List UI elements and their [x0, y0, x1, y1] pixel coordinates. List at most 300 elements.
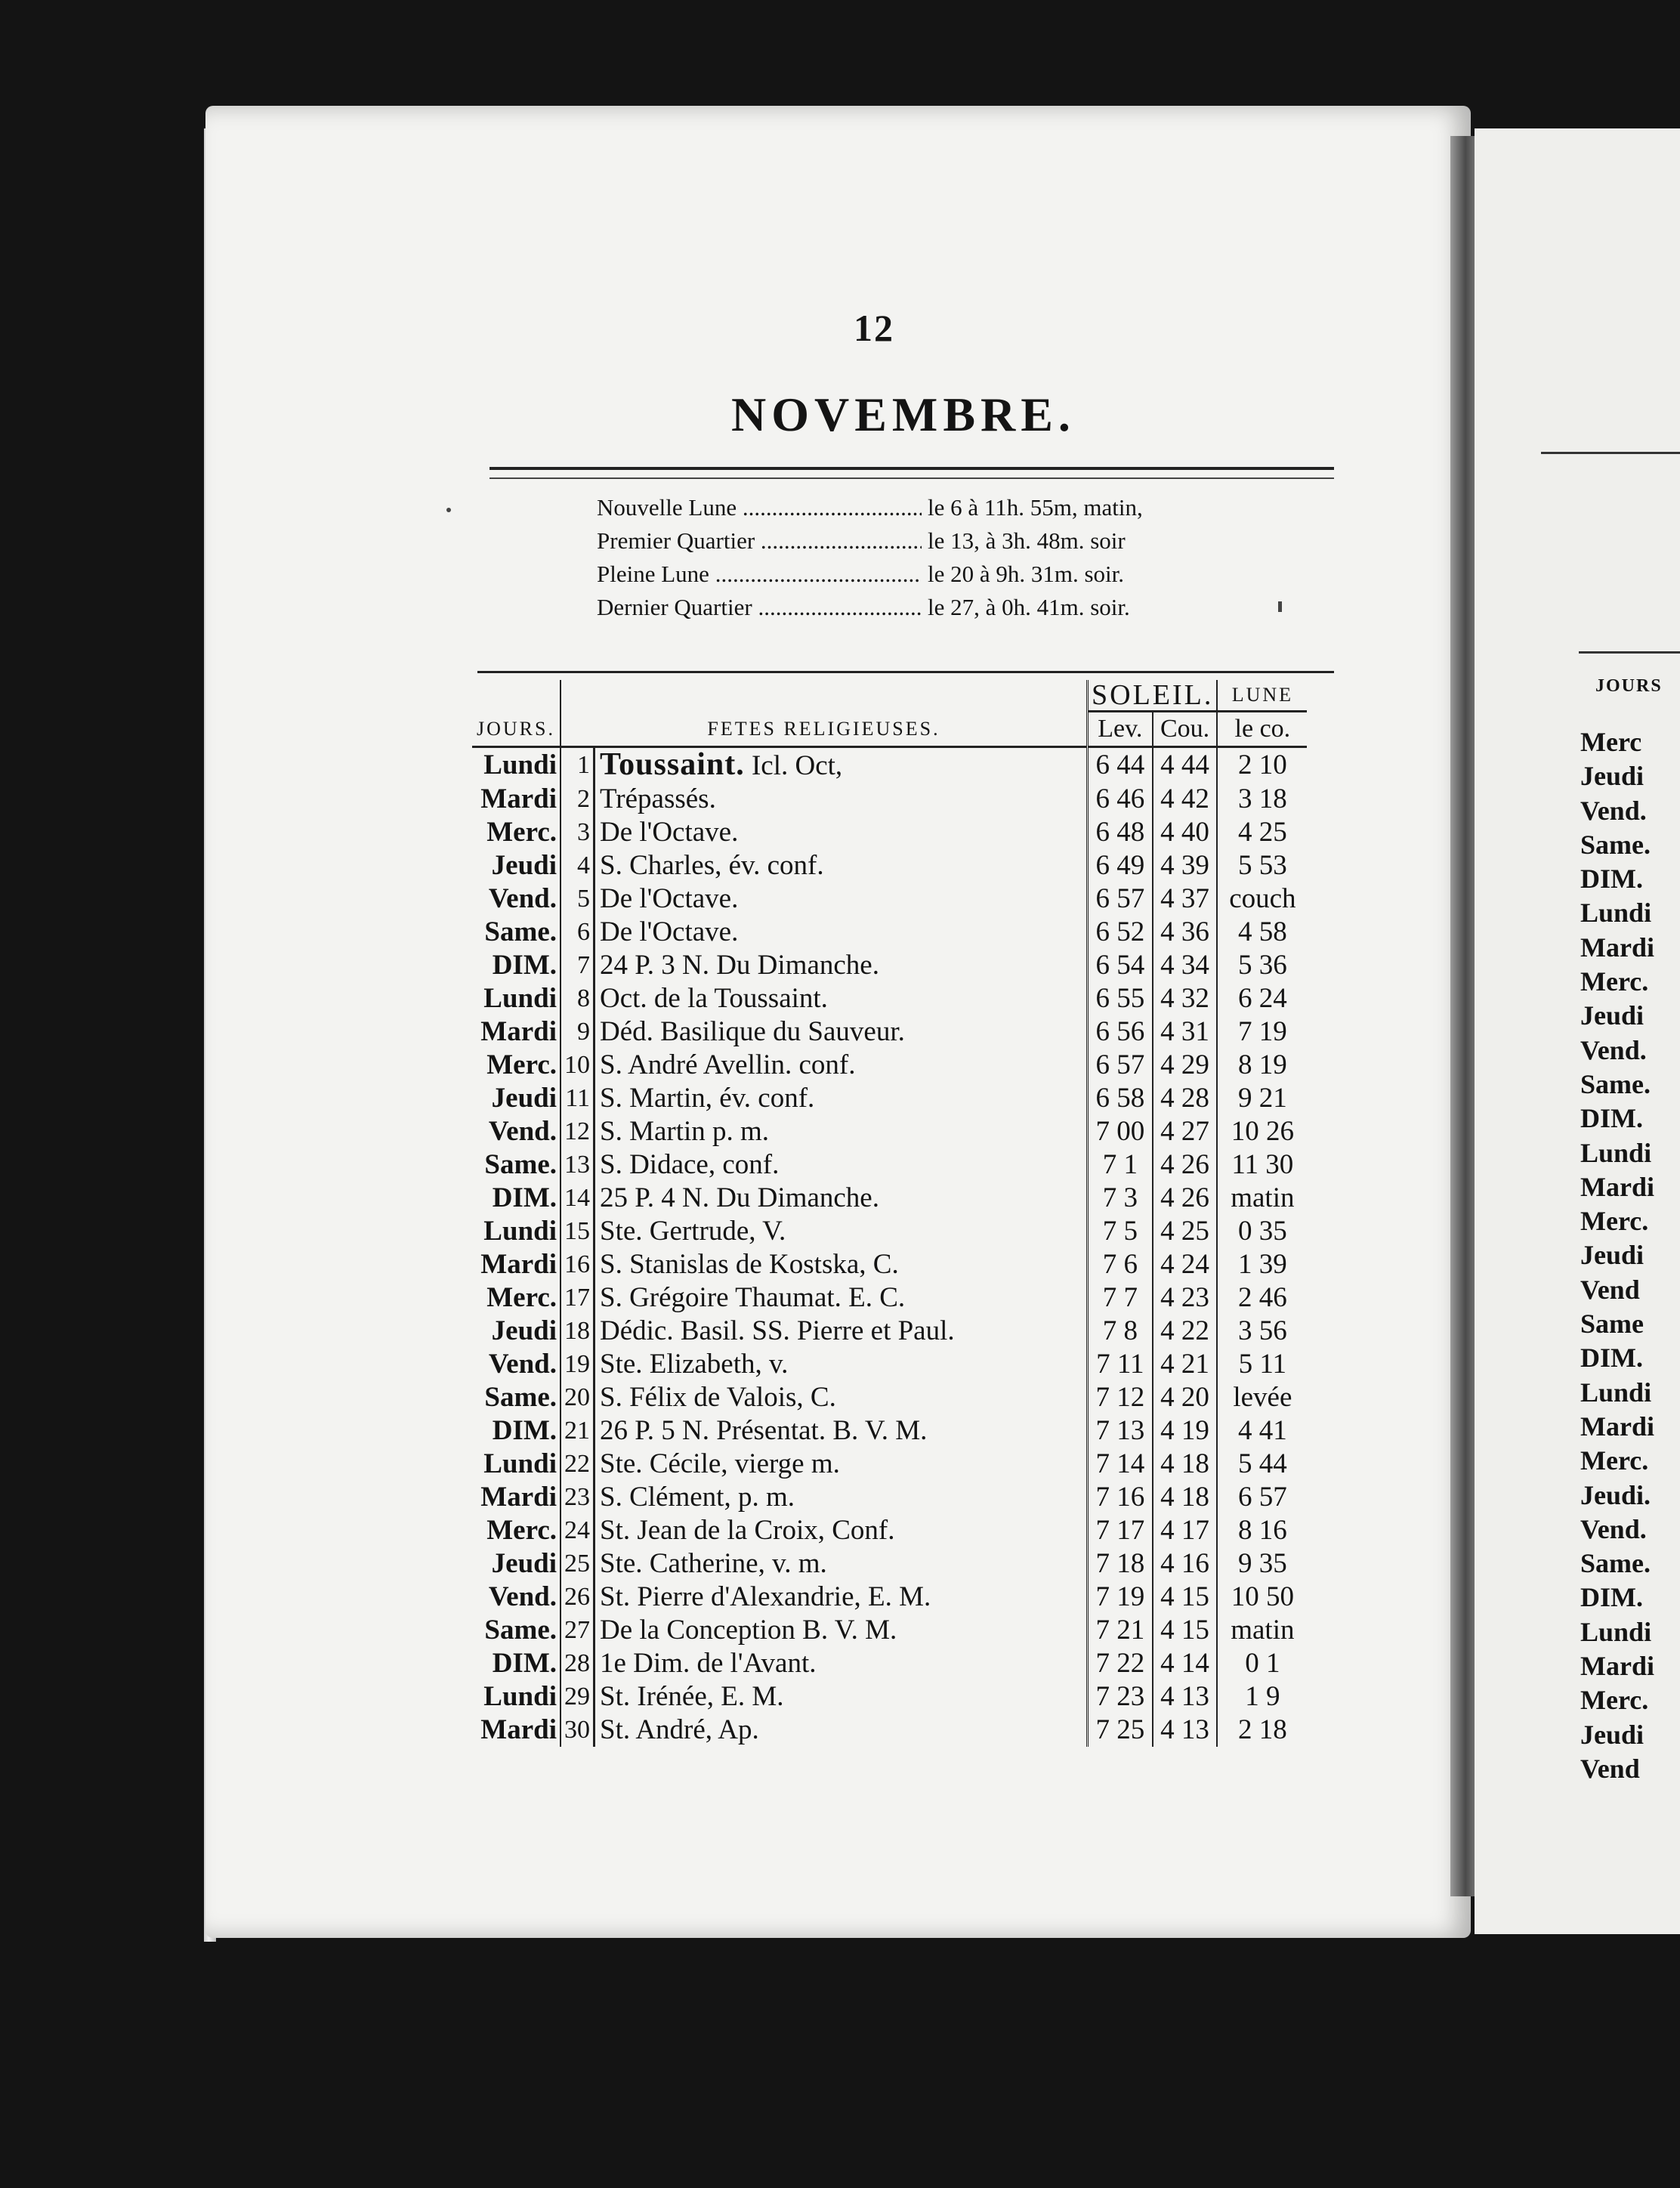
- moon-time: levée: [1233, 1382, 1292, 1413]
- feast-text: 26 P. 5 N. Présentat. B. V. M.: [600, 1415, 928, 1446]
- sunrise-time: 6 55: [1088, 982, 1153, 1015]
- day-name: Vend.: [472, 1581, 561, 1614]
- feast-bold: Toussaint.: [600, 747, 745, 782]
- sunrise-time: 6 49: [1088, 849, 1153, 882]
- moon-phase-value: le 13, à 3h. 48m. soir: [928, 527, 1126, 554]
- next-page-day: Lundi: [1580, 1137, 1652, 1168]
- sunset-time: 4 16: [1153, 1547, 1218, 1581]
- day-number: 5: [561, 882, 594, 916]
- feast-name: [594, 849, 1088, 882]
- moon-phase-line: [597, 558, 1143, 591]
- moon-phase-name: Pleine Lune .....: [597, 558, 922, 591]
- sunrise-time: 6 57: [1088, 1049, 1153, 1082]
- feast-name: [594, 1547, 1088, 1581]
- feast-name: [594, 1680, 1088, 1714]
- moon-time: 6 57: [1238, 1482, 1287, 1513]
- feast-name: [594, 882, 1088, 916]
- feast-text: Ste. Gertrude, V.: [600, 1216, 786, 1247]
- sunrise-time: 6 54: [1088, 949, 1153, 982]
- feast-text: Ste. Catherine, v. m.: [600, 1548, 827, 1579]
- sunset-time: 4 13: [1153, 1680, 1218, 1714]
- table-row: [472, 849, 1307, 882]
- table-row: [472, 1414, 1307, 1448]
- table-row: [472, 1647, 1307, 1680]
- feast-text: St. Irénée, E. M.: [600, 1681, 784, 1712]
- feast-text: St. André, Ap.: [600, 1714, 759, 1745]
- day-number: 2: [561, 783, 594, 816]
- day-number: 17: [561, 1281, 594, 1315]
- sunset-time: 4 37: [1153, 882, 1218, 916]
- feast-name: [594, 1581, 1088, 1614]
- day-number: 30: [561, 1714, 594, 1747]
- header-cou: Cou.: [1153, 712, 1218, 747]
- day-number: 16: [561, 1248, 594, 1281]
- table-header-row: [472, 680, 1307, 712]
- next-page-day: Merc.: [1580, 1445, 1649, 1476]
- next-page-day: Lundi: [1580, 1377, 1652, 1408]
- day-name: Lundi: [472, 747, 561, 783]
- moon-phase-value: le 27, à 0h. 41m. soir.: [928, 594, 1130, 620]
- sunrise-time: 6 44: [1088, 747, 1153, 783]
- next-page-day: Vend.: [1580, 1513, 1647, 1544]
- day-name: Same.: [472, 916, 561, 949]
- table-row: [472, 1148, 1307, 1182]
- sunset-time: 4 32: [1153, 982, 1218, 1015]
- month-title: NOVEMBRE.: [731, 388, 1076, 441]
- day-number: 26: [561, 1581, 594, 1614]
- day-number: 22: [561, 1448, 594, 1481]
- sunset-time: 4 21: [1153, 1348, 1218, 1381]
- moon-time: matin: [1231, 1182, 1295, 1213]
- table-row: [472, 1115, 1307, 1148]
- day-number: 28: [561, 1647, 594, 1680]
- table-row: [472, 747, 1307, 783]
- next-page-day: Vend.: [1580, 795, 1647, 826]
- sunrise-time: 6 48: [1088, 816, 1153, 849]
- day-number: 23: [561, 1481, 594, 1514]
- day-name: Jeudi: [472, 1315, 561, 1348]
- day-name: Merc.: [472, 1049, 561, 1082]
- day-name: Vend.: [472, 1115, 561, 1148]
- sunrise-time: 6 46: [1088, 783, 1153, 816]
- sunset-time: 4 20: [1153, 1381, 1218, 1414]
- next-page-day: Same.: [1580, 1548, 1651, 1579]
- moon-time: 5 53: [1238, 850, 1287, 881]
- feast-text: Ste. Cécile, vierge m.: [600, 1448, 840, 1479]
- feast-text: S. Didace, conf.: [600, 1149, 780, 1180]
- feast-name: [594, 1614, 1088, 1647]
- table-row: [472, 1714, 1307, 1747]
- moon-time: 2 46: [1238, 1282, 1287, 1313]
- header-lune: LUNE: [1217, 680, 1307, 712]
- table-row: [472, 1614, 1307, 1647]
- next-page-day: Vend: [1580, 1753, 1640, 1784]
- table-row: [472, 1481, 1307, 1514]
- feast-text: De l'Octave.: [600, 883, 739, 914]
- sunset-time: 4 31: [1153, 1015, 1218, 1049]
- table-row: [472, 916, 1307, 949]
- table-row: [472, 949, 1307, 982]
- feast-text: St. Pierre d'Alexandrie, E. M.: [600, 1581, 931, 1612]
- next-page-day: Jeudi: [1580, 1719, 1644, 1750]
- table-row: [472, 816, 1307, 849]
- next-page-day: Merc.: [1580, 966, 1649, 997]
- moon-time: 2 18: [1238, 1714, 1287, 1745]
- day-number: 6: [561, 916, 594, 949]
- next-page-day: Mardi: [1580, 932, 1654, 963]
- day-number: 9: [561, 1015, 594, 1049]
- day-name: DIM.: [472, 1647, 561, 1680]
- day-name: Merc.: [472, 816, 561, 849]
- feast-name: [594, 816, 1088, 849]
- next-page-day: Jeudi: [1580, 1240, 1644, 1271]
- day-number: 7: [561, 949, 594, 982]
- sunrise-time: 7 23: [1088, 1680, 1153, 1714]
- moon-time: 4 58: [1238, 916, 1287, 947]
- moon-phase-line: [597, 524, 1143, 558]
- day-name: Lundi: [472, 1680, 561, 1714]
- moon-time: 3 56: [1238, 1315, 1287, 1346]
- table-row: [472, 1248, 1307, 1281]
- feast-text: 25 P. 4 N. Du Dimanche.: [600, 1182, 879, 1213]
- feast-name: [594, 1215, 1088, 1248]
- sunset-time: 4 19: [1153, 1414, 1218, 1448]
- sunrise-time: 7 6: [1088, 1248, 1153, 1281]
- sunset-time: 4 44: [1153, 747, 1218, 783]
- day-number: 4: [561, 849, 594, 882]
- day-name: Mardi: [472, 783, 561, 816]
- next-page-day: Vend: [1580, 1274, 1640, 1305]
- day-name: Lundi: [472, 1448, 561, 1481]
- day-name: Mardi: [472, 1248, 561, 1281]
- day-name: DIM.: [472, 1414, 561, 1448]
- feast-text: S. Stanislas de Kostska, C.: [600, 1249, 899, 1280]
- moon-time: 1 9: [1245, 1681, 1280, 1712]
- day-number: 1: [561, 747, 594, 783]
- day-name: DIM.: [472, 949, 561, 982]
- table-row: [472, 1315, 1307, 1348]
- ink-dot: [446, 508, 451, 512]
- moon-time: couch: [1229, 883, 1296, 914]
- sunset-time: 4 18: [1153, 1481, 1218, 1514]
- next-page-day: Mardi: [1580, 1651, 1654, 1682]
- feast-text: De l'Octave.: [600, 817, 739, 848]
- sunset-time: 4 18: [1153, 1448, 1218, 1481]
- table-row: [472, 1381, 1307, 1414]
- table-row: [472, 1182, 1307, 1215]
- next-page-day: Same: [1580, 1309, 1644, 1340]
- feast-name: [594, 1481, 1088, 1514]
- sunset-time: 4 29: [1153, 1049, 1218, 1082]
- feast-text: Ste. Elizabeth, v.: [600, 1349, 789, 1380]
- sunset-time: 4 42: [1153, 783, 1218, 816]
- day-number: 29: [561, 1680, 594, 1714]
- day-number: 19: [561, 1348, 594, 1381]
- moon-phase-value: le 6 à 11h. 55m, matin,: [928, 494, 1143, 521]
- moon-time: 0 35: [1238, 1216, 1287, 1247]
- table-row: [472, 1348, 1307, 1381]
- table-top-rule: [477, 671, 1334, 673]
- moon-time: 5 36: [1238, 950, 1287, 981]
- moon-phase-name: Premier Quartier .....: [597, 524, 922, 558]
- next-page-day: Jeudi: [1580, 761, 1644, 792]
- next-page-day: DIM.: [1580, 1103, 1643, 1134]
- day-name: Mardi: [472, 1015, 561, 1049]
- sunrise-time: 7 22: [1088, 1647, 1153, 1680]
- sunrise-time: 7 3: [1088, 1182, 1153, 1215]
- sunrise-time: 6 58: [1088, 1082, 1153, 1115]
- moon-time: 1 39: [1238, 1249, 1287, 1280]
- next-page-day: Mardi: [1580, 1171, 1654, 1202]
- sunrise-time: 7 18: [1088, 1547, 1153, 1581]
- moon-phases: [597, 491, 1143, 624]
- feast-text: Trépassés.: [600, 783, 716, 814]
- moon-time: 8 19: [1238, 1049, 1287, 1080]
- header-lune-co: le co.: [1217, 712, 1307, 747]
- day-name: Jeudi: [472, 849, 561, 882]
- sunrise-time: 7 12: [1088, 1381, 1153, 1414]
- feast-text: S. Martin, év. conf.: [600, 1083, 815, 1114]
- feast-name: [594, 916, 1088, 949]
- sunrise-time: 7 17: [1088, 1514, 1153, 1547]
- sunset-time: 4 39: [1153, 849, 1218, 882]
- next-page-day: DIM.: [1580, 864, 1643, 895]
- feast-name: [594, 783, 1088, 816]
- moon-phase-line: [597, 491, 1143, 524]
- next-page-day: Lundi: [1580, 1616, 1652, 1647]
- next-page-day: Same.: [1580, 829, 1651, 860]
- next-page-day: Jeudi: [1580, 1000, 1644, 1031]
- feast-text: Déd. Basilique du Sauveur.: [600, 1016, 905, 1047]
- day-number: 13: [561, 1148, 594, 1182]
- moon-time: 9 21: [1238, 1083, 1287, 1114]
- moon-time: 6 24: [1238, 983, 1287, 1014]
- table-row: [472, 1514, 1307, 1547]
- calendar-table: [472, 680, 1307, 1747]
- day-name: Same.: [472, 1148, 561, 1182]
- day-name: Vend.: [472, 1348, 561, 1381]
- table-row: [472, 1281, 1307, 1315]
- feast-text: 1e Dim. de l'Avant.: [600, 1648, 817, 1679]
- feast-text: S. Félix de Valois, C.: [600, 1382, 836, 1413]
- day-name: Mardi: [472, 1481, 561, 1514]
- next-page-day: Mardi: [1580, 1411, 1654, 1442]
- table-row: [472, 1547, 1307, 1581]
- feast-name: [594, 747, 1088, 783]
- title-rule: [489, 467, 1334, 470]
- moon-time: 11 30: [1231, 1149, 1294, 1180]
- feast-name: [594, 1115, 1088, 1148]
- sunrise-time: 7 8: [1088, 1315, 1153, 1348]
- next-page-day: Vend.: [1580, 1034, 1647, 1065]
- sunset-time: 4 15: [1153, 1581, 1218, 1614]
- next-page-table-rule: [1579, 651, 1680, 654]
- day-number: 25: [561, 1547, 594, 1581]
- moon-time: 7 19: [1238, 1016, 1287, 1047]
- feast-name: [594, 1414, 1088, 1448]
- day-name: Jeudi: [472, 1547, 561, 1581]
- header-lev: Lev.: [1088, 712, 1153, 747]
- table-row: [472, 882, 1307, 916]
- feast-text: S. Martin p. m.: [600, 1116, 770, 1147]
- day-name: Merc.: [472, 1281, 561, 1315]
- table-row: [472, 1448, 1307, 1481]
- sunset-time: 4 34: [1153, 949, 1218, 982]
- moon-time: 5 11: [1238, 1349, 1287, 1380]
- feast-name: [594, 1647, 1088, 1680]
- ink-mark: [1278, 601, 1282, 612]
- sunrise-time: 7 00: [1088, 1115, 1153, 1148]
- moon-time: 4 41: [1238, 1415, 1287, 1446]
- day-name: Lundi: [472, 1215, 561, 1248]
- sunrise-time: 7 11: [1088, 1348, 1153, 1381]
- feast-name: [594, 1015, 1088, 1049]
- day-number: 15: [561, 1215, 594, 1248]
- day-name: Merc.: [472, 1514, 561, 1547]
- day-number: 21: [561, 1414, 594, 1448]
- feast-text: S. Grégoire Thaumat. E. C.: [600, 1282, 906, 1313]
- sunrise-time: 7 5: [1088, 1215, 1153, 1248]
- moon-time: 4 25: [1238, 817, 1287, 848]
- sunset-time: 4 15: [1153, 1614, 1218, 1647]
- table-row: [472, 1581, 1307, 1614]
- day-number: 3: [561, 816, 594, 849]
- feast-name: [594, 1148, 1088, 1182]
- feast-text: S. Clément, p. m.: [600, 1482, 795, 1513]
- feast-text: De la Conception B. V. M.: [600, 1615, 897, 1646]
- feast-name: [594, 949, 1088, 982]
- sunrise-time: 7 7: [1088, 1281, 1153, 1315]
- moon-time: 5 44: [1238, 1448, 1287, 1479]
- day-name: Vend.: [472, 882, 561, 916]
- next-page-day: Lundi: [1580, 898, 1652, 929]
- sunset-time: 4 25: [1153, 1215, 1218, 1248]
- moon-time: matin: [1231, 1615, 1295, 1646]
- sunrise-time: 6 52: [1088, 916, 1153, 949]
- next-page-day: Merc.: [1580, 1206, 1649, 1237]
- header-jours: JOURS.: [472, 680, 561, 747]
- moon-time: 9 35: [1238, 1548, 1287, 1579]
- feast-name: [594, 1281, 1088, 1315]
- day-number: 12: [561, 1115, 594, 1148]
- sunset-time: 4 28: [1153, 1082, 1218, 1115]
- feast-name: [594, 1448, 1088, 1481]
- sunrise-time: 7 13: [1088, 1414, 1153, 1448]
- next-page-day: DIM.: [1580, 1582, 1643, 1613]
- next-page-day: Jeudi.: [1580, 1479, 1651, 1510]
- sunset-time: 4 27: [1153, 1115, 1218, 1148]
- sunset-time: 4 13: [1153, 1714, 1218, 1747]
- page-number: 12: [854, 307, 894, 349]
- feast-text: Dédic. Basil. SS. Pierre et Paul.: [600, 1315, 955, 1346]
- day-number: 24: [561, 1514, 594, 1547]
- day-number: 18: [561, 1315, 594, 1348]
- table-row: [472, 982, 1307, 1015]
- next-page-day: DIM.: [1580, 1343, 1643, 1374]
- feast-name: [594, 1315, 1088, 1348]
- header-fetes: FETES RELIGIEUSES.: [561, 680, 1088, 747]
- day-number: 20: [561, 1381, 594, 1414]
- day-name: Same.: [472, 1614, 561, 1647]
- sunrise-time: 7 21: [1088, 1614, 1153, 1647]
- next-page-day: Merc.: [1580, 1685, 1649, 1716]
- sunset-time: 4 26: [1153, 1182, 1218, 1215]
- day-number: 14: [561, 1182, 594, 1215]
- sunset-time: 4 40: [1153, 816, 1218, 849]
- feast-text: S. André Avellin. conf.: [600, 1049, 856, 1080]
- table-row: [472, 1215, 1307, 1248]
- feast-text: Oct. de la Toussaint.: [600, 983, 828, 1014]
- next-page-days: [1580, 725, 1654, 1786]
- feast-name: [594, 1714, 1088, 1747]
- moon-time: 0 1: [1245, 1648, 1280, 1679]
- sunset-time: 4 24: [1153, 1248, 1218, 1281]
- sunset-time: 4 26: [1153, 1148, 1218, 1182]
- day-number: 27: [561, 1614, 594, 1647]
- sunrise-time: 6 57: [1088, 882, 1153, 916]
- header-soleil: SOLEIL.: [1088, 680, 1218, 712]
- feast-name: [594, 1049, 1088, 1082]
- moon-time: 10 50: [1231, 1581, 1294, 1612]
- day-name: Mardi: [472, 1714, 561, 1747]
- feast-text: Icl. Oct,: [744, 750, 843, 781]
- table-row: [472, 783, 1307, 816]
- day-number: 10: [561, 1049, 594, 1082]
- sunrise-time: 7 14: [1088, 1448, 1153, 1481]
- day-name: Same.: [472, 1381, 561, 1414]
- feast-name: [594, 1348, 1088, 1381]
- feast-name: [594, 1248, 1088, 1281]
- title-rule-thin: [489, 477, 1334, 479]
- day-number: 8: [561, 982, 594, 1015]
- sunset-time: 4 36: [1153, 916, 1218, 949]
- moon-time: 8 16: [1238, 1515, 1287, 1546]
- feast-name: [594, 982, 1088, 1015]
- next-page-title-rule: [1541, 452, 1680, 454]
- sunrise-time: 7 19: [1088, 1581, 1153, 1614]
- day-name: DIM.: [472, 1182, 561, 1215]
- sunset-time: 4 17: [1153, 1514, 1218, 1547]
- sunset-time: 4 14: [1153, 1647, 1218, 1680]
- day-name: Lundi: [472, 982, 561, 1015]
- moon-time: 10 26: [1231, 1116, 1294, 1147]
- feast-name: [594, 1182, 1088, 1215]
- moon-phase-line: [597, 591, 1143, 624]
- sunrise-time: 7 25: [1088, 1714, 1153, 1747]
- feast-text: St. Jean de la Croix, Conf.: [600, 1515, 895, 1546]
- next-page-header: JOURS: [1595, 676, 1663, 696]
- sunset-time: 4 23: [1153, 1281, 1218, 1315]
- next-page-day: Same.: [1580, 1068, 1651, 1099]
- table-row: [472, 1049, 1307, 1082]
- sunrise-time: 6 56: [1088, 1015, 1153, 1049]
- table-row: [472, 1015, 1307, 1049]
- moon-phase-value: le 20 à 9h. 31m. soir.: [928, 561, 1125, 587]
- moon-time: 3 18: [1238, 783, 1287, 814]
- moon-time: 2 10: [1238, 749, 1287, 780]
- table-row: [472, 1082, 1307, 1115]
- sunrise-time: 7 1: [1088, 1148, 1153, 1182]
- feast-text: 24 P. 3 N. Du Dimanche.: [600, 950, 879, 981]
- next-page-day: Merc: [1580, 727, 1642, 757]
- feast-text: S. Charles, év. conf.: [600, 850, 824, 881]
- feast-text: De l'Octave.: [600, 916, 739, 947]
- day-name: Jeudi: [472, 1082, 561, 1115]
- sunset-time: 4 22: [1153, 1315, 1218, 1348]
- feast-name: [594, 1381, 1088, 1414]
- moon-phase-name: Dernier Quartier .....: [597, 591, 922, 624]
- table-row: [472, 1680, 1307, 1714]
